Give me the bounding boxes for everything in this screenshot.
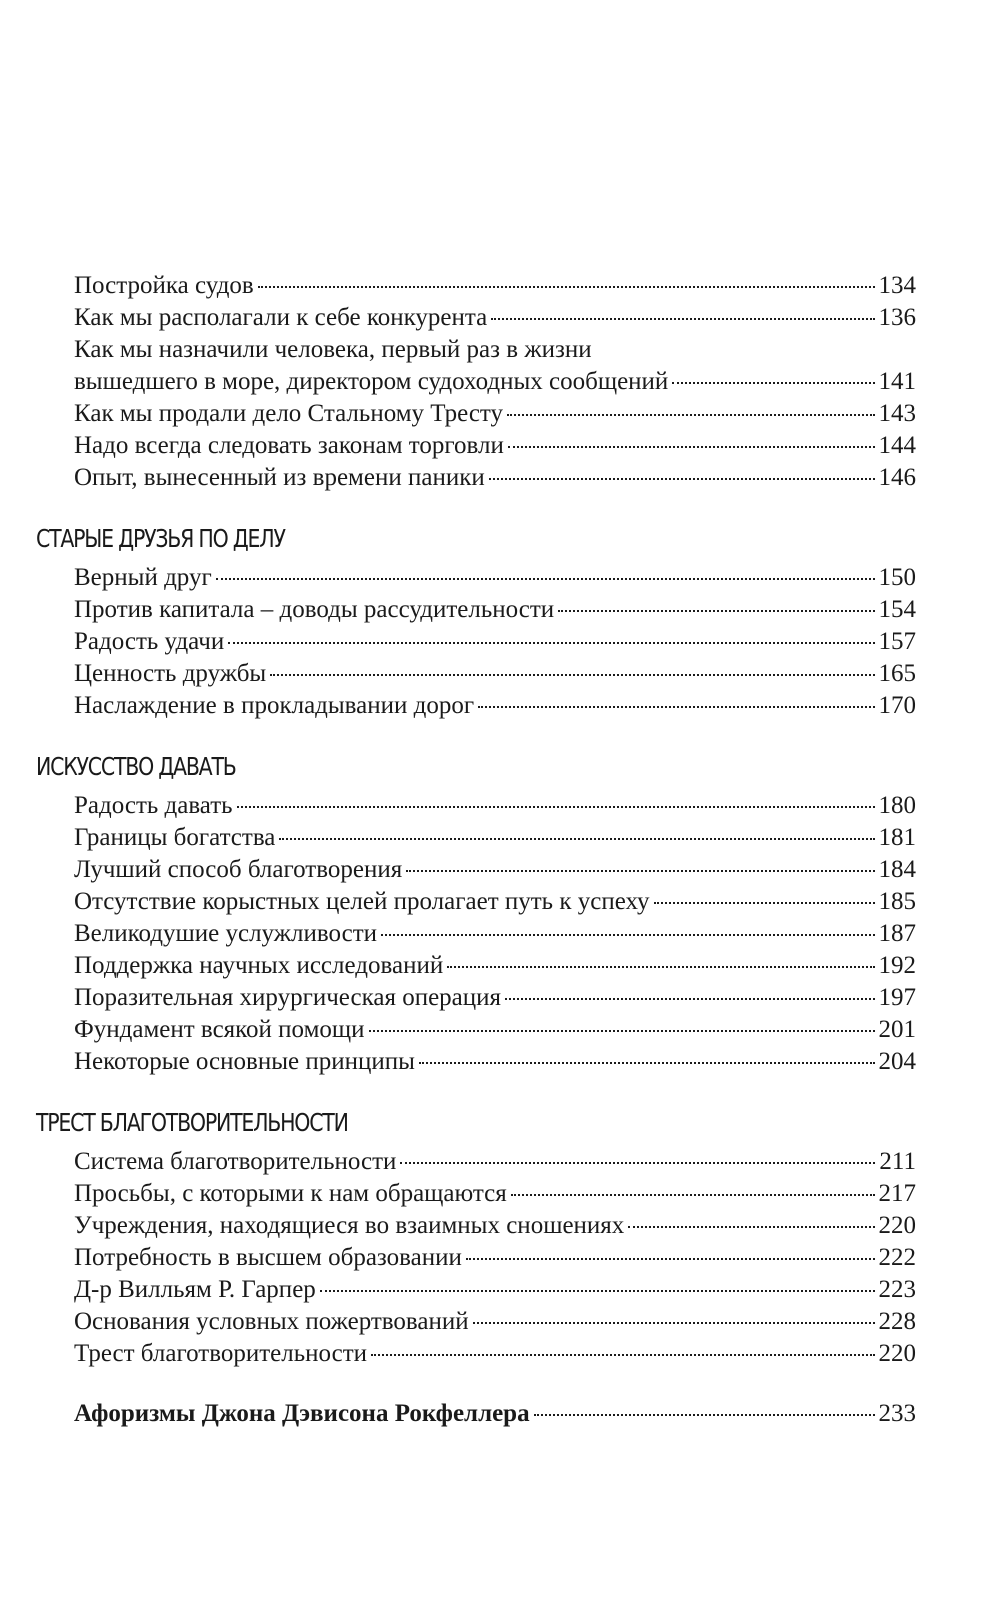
dot-leader bbox=[558, 610, 874, 612]
toc-entry bbox=[74, 690, 916, 722]
toc-entry bbox=[74, 398, 916, 430]
dot-leader bbox=[237, 806, 875, 808]
dot-leader bbox=[228, 642, 874, 644]
toc-entry bbox=[74, 790, 916, 822]
toc-entry bbox=[74, 626, 916, 658]
dot-leader bbox=[628, 1226, 874, 1228]
dot-leader bbox=[400, 1162, 875, 1164]
toc-entry bbox=[74, 1274, 916, 1306]
toc-entry-page: 184 bbox=[878, 856, 916, 883]
toc-entry bbox=[74, 1210, 916, 1242]
dot-leader bbox=[279, 838, 874, 840]
toc-entry-page: 154 bbox=[878, 596, 916, 623]
toc-entry-page: 144 bbox=[878, 432, 916, 459]
toc-entry bbox=[74, 950, 916, 982]
dot-leader bbox=[258, 286, 875, 288]
toc-entry-title: Как мы продали дело Стальному Тресту bbox=[74, 400, 504, 427]
toc-entry bbox=[74, 562, 916, 594]
toc-entry-page: 222 bbox=[878, 1244, 916, 1271]
dot-leader bbox=[505, 998, 874, 1000]
toc-entry-page: 185 bbox=[878, 888, 916, 915]
dot-leader bbox=[270, 674, 874, 676]
toc-entry-title: Просьбы, с которыми к нам обращаются bbox=[74, 1180, 507, 1207]
toc-entry-page: 187 bbox=[878, 920, 916, 947]
dot-leader bbox=[478, 706, 874, 708]
toc-entry-page: 170 bbox=[878, 692, 916, 719]
toc-entry-page: 180 bbox=[878, 792, 916, 819]
toc-entry bbox=[74, 1146, 916, 1178]
toc-entry-title: Радость удачи bbox=[74, 628, 225, 655]
toc-entry-title: Учреждения, находящиеся во взаимных сношениях bbox=[74, 1212, 625, 1239]
toc-entry-page: 201 bbox=[878, 1016, 916, 1043]
toc-entry-page: 220 bbox=[878, 1340, 916, 1367]
dot-leader bbox=[473, 1322, 875, 1324]
toc-entry-page: 223 bbox=[878, 1276, 916, 1303]
toc-entry-page: 233 bbox=[878, 1400, 916, 1427]
dot-leader bbox=[406, 870, 874, 872]
toc-entry-title-line2: вышедшего в море, директором судоходных сообщений bbox=[74, 368, 669, 395]
toc-entry-title: Некоторые основные принципы bbox=[74, 1048, 415, 1075]
toc-entry-page: 143 bbox=[878, 400, 916, 427]
toc-entry-title: Опыт, вынесенный из времени паники bbox=[74, 464, 485, 491]
toc-entry-title: Ценность дружбы bbox=[74, 660, 267, 687]
toc-entry-title: Система благотворительности bbox=[74, 1148, 397, 1175]
dot-leader bbox=[508, 446, 875, 448]
toc-entry bbox=[74, 1338, 916, 1370]
dot-leader bbox=[371, 1354, 874, 1356]
toc-entry-title: Фундамент всякой помощи bbox=[74, 1016, 365, 1043]
section-heading: ИСКУССТВО ДАВАТЬ bbox=[36, 752, 236, 781]
dot-leader bbox=[511, 1194, 875, 1196]
toc-entry-title: Отсутствие корыстных целей пролагает путь к успеху bbox=[74, 888, 650, 915]
toc-entry-title: Наслаждение в прокладывании дорог bbox=[74, 692, 475, 719]
toc-entry-title: Д-р Вилльям Р. Гарпер bbox=[74, 1276, 316, 1303]
toc-entry bbox=[74, 886, 916, 918]
toc-entry-page: 146 bbox=[878, 464, 916, 491]
dot-leader bbox=[447, 966, 874, 968]
toc-entry bbox=[74, 1046, 916, 1078]
toc-entry bbox=[74, 270, 916, 302]
section-heading: ТРЕСТ БЛАГОТВОРИТЕЛЬНОСТИ bbox=[36, 1108, 348, 1137]
toc-entry-page: 197 bbox=[878, 984, 916, 1011]
toc-entry bbox=[74, 822, 916, 854]
toc-entry-title: Поразительная хирургическая операция bbox=[74, 984, 502, 1011]
toc-entry-title: Основания условных пожертвований bbox=[74, 1308, 469, 1335]
toc-entry bbox=[74, 854, 916, 886]
toc-entry-page: 181 bbox=[878, 824, 916, 851]
toc-entry bbox=[74, 430, 916, 462]
toc-entry-title: Против капитала – доводы рассудительности bbox=[74, 596, 555, 623]
toc-entry-page: 165 bbox=[878, 660, 916, 687]
dot-leader bbox=[489, 478, 875, 480]
toc-entry-title: Трест благотворительности bbox=[74, 1340, 368, 1367]
toc-entry-title: Как мы располагали к себе конкурента bbox=[74, 304, 488, 331]
toc-entry-title: Потребность в высшем образовании bbox=[74, 1244, 462, 1271]
dot-leader bbox=[216, 578, 875, 580]
toc-entry-title: Великодушие услужливости bbox=[74, 920, 378, 947]
toc-entry bbox=[74, 1306, 916, 1338]
toc-entry bbox=[74, 594, 916, 626]
toc-entry-title: Поддержка научных исследований bbox=[74, 952, 444, 979]
toc-entry-page: 150 bbox=[878, 564, 916, 591]
dot-leader bbox=[381, 934, 874, 936]
dot-leader bbox=[654, 902, 875, 904]
toc-entry-title: Надо всегда следовать законам торговли bbox=[74, 432, 504, 459]
dot-leader bbox=[534, 1414, 875, 1416]
dot-leader bbox=[507, 414, 874, 416]
toc-entry-title: Радость давать bbox=[74, 792, 233, 819]
toc-entry-title: Постройка судов bbox=[74, 272, 254, 299]
dot-leader bbox=[672, 382, 874, 384]
toc-entry-title: Лучший способ благотворения bbox=[74, 856, 403, 883]
dot-leader bbox=[419, 1062, 875, 1064]
toc-entry-aphorisms bbox=[74, 1398, 916, 1430]
toc-entry-page: 204 bbox=[878, 1048, 916, 1075]
toc-entry bbox=[74, 982, 916, 1014]
toc-entry bbox=[74, 658, 916, 690]
toc-entry bbox=[74, 302, 916, 334]
toc-entry-title: Границы богатства bbox=[74, 824, 276, 851]
toc-entry-page: 141 bbox=[878, 368, 916, 395]
toc-entry-page: 157 bbox=[878, 628, 916, 655]
toc-entry bbox=[74, 462, 916, 494]
toc-entry bbox=[74, 1014, 916, 1046]
toc-entry-title: Верный друг bbox=[74, 564, 212, 591]
toc-entry-page: 192 bbox=[878, 952, 916, 979]
toc-entry-page: 211 bbox=[879, 1148, 916, 1175]
dot-leader bbox=[491, 318, 874, 320]
toc-entry-page: 220 bbox=[878, 1212, 916, 1239]
toc-entry bbox=[74, 1178, 916, 1210]
toc-entry-title: Афоризмы Джона Дэвисона Рокфеллера bbox=[74, 1400, 530, 1427]
toc-entry-page: 228 bbox=[878, 1308, 916, 1335]
toc-entry bbox=[74, 334, 916, 398]
section-heading: СТАРЫЕ ДРУЗЬЯ ПО ДЕЛУ bbox=[36, 524, 285, 553]
toc-entry-page: 136 bbox=[878, 304, 916, 331]
toc-entry-title-line1: Как мы назначили человека, первый раз в жизни bbox=[74, 336, 592, 363]
dot-leader bbox=[320, 1290, 875, 1292]
toc-entry bbox=[74, 918, 916, 950]
dot-leader bbox=[369, 1030, 875, 1032]
dot-leader bbox=[466, 1258, 875, 1260]
toc-entry-page: 134 bbox=[878, 272, 916, 299]
toc-entry-page: 217 bbox=[878, 1180, 916, 1207]
table-of-contents bbox=[36, 270, 916, 1430]
toc-entry bbox=[74, 1242, 916, 1274]
